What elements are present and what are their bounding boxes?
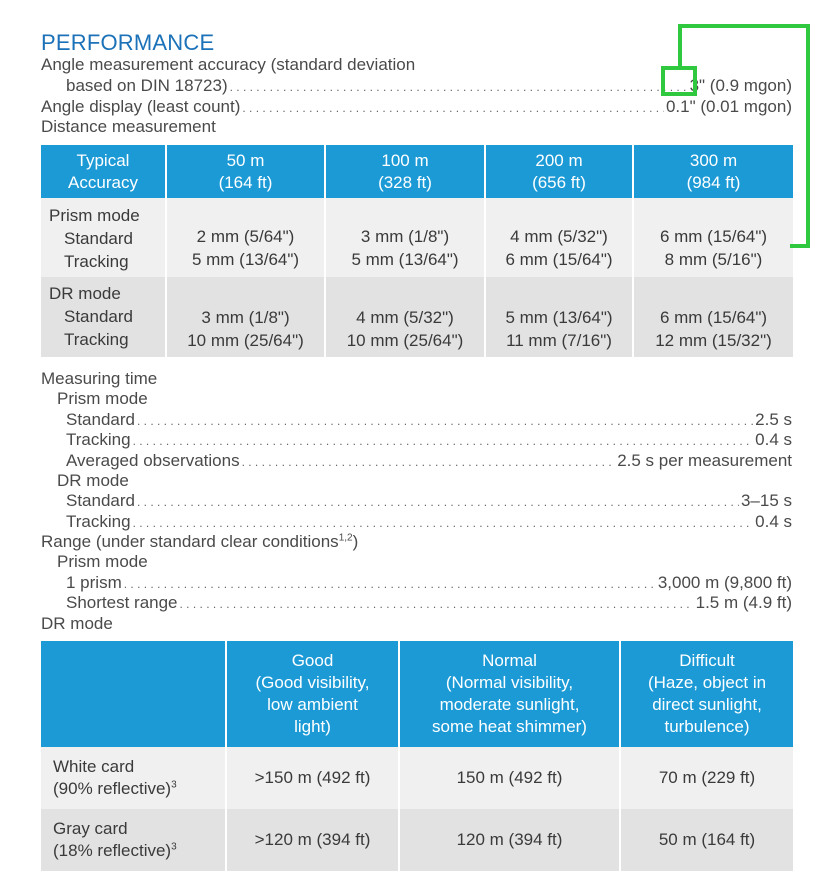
footnote-ref: 3: [171, 841, 177, 853]
accuracy-header-cell: 200 m (656 ft): [485, 145, 633, 198]
mode-cell: DR mode Standard Tracking: [41, 277, 166, 357]
angle-display-label: Angle display (least count): [41, 97, 241, 116]
range-dr-heading: DR mode: [41, 614, 113, 633]
table-row: [41, 198, 793, 277]
leader-dots: [137, 410, 753, 431]
highlight-connector: [806, 24, 810, 248]
angle-display-row: [41, 97, 792, 118]
range-table: [41, 641, 793, 871]
row-label: Averaged observations: [66, 451, 240, 470]
leader-dots: [137, 491, 739, 512]
row-value: 3,000 m (9,800 ft): [657, 573, 792, 592]
distance-heading: Distance measurement: [41, 117, 216, 136]
measuring-time-heading: Measuring time: [41, 369, 158, 388]
mt-prism-standard-row: [66, 410, 792, 431]
table-cell: 120 m (394 ft): [399, 809, 620, 871]
row-label: Standard: [66, 410, 135, 429]
table-cell: 6 mm (15/64") 12 mm (15/32"): [633, 277, 793, 357]
highlight-connector: [678, 24, 682, 68]
accuracy-header-cell: 100 m (328 ft): [325, 145, 485, 198]
range-prism-heading: Prism mode: [57, 552, 148, 571]
row-label: Tracking: [66, 430, 131, 449]
table-cell: >120 m (394 ft): [226, 809, 399, 871]
range-header-row: [41, 641, 793, 747]
footnote-ref: 3: [171, 779, 177, 791]
range-header-cell: Good (Good visibility, low ambient light): [226, 641, 399, 747]
accuracy-header-cell: 300 m (984 ft): [633, 145, 793, 198]
row-label: Standard: [66, 491, 135, 510]
range-header-cell: Difficult (Haze, object in direct sunlight, turbulence): [620, 641, 793, 747]
mt-dr-standard-row: [66, 491, 792, 512]
angle-accuracy-mgon: (0.9 mgon): [705, 76, 792, 95]
table-cell: 70 m (229 ft): [620, 747, 793, 809]
table-cell: 3 mm (1/8") 5 mm (13/64"): [325, 198, 485, 277]
row-label: 1 prism: [66, 573, 122, 592]
highlight-box: [661, 66, 697, 96]
row-value: 0.4 s: [755, 512, 792, 531]
range-header-cell: Normal (Normal visibility, moderate sunlight, some heat shimmer): [399, 641, 620, 747]
row-value: 3–15 s: [740, 491, 792, 510]
leader-dots: [180, 593, 694, 614]
accuracy-header-row: [41, 145, 793, 198]
table-row: [41, 747, 793, 809]
mt-prism-heading: Prism mode: [57, 389, 148, 408]
section-title: PERFORMANCE: [41, 30, 215, 55]
table-cell: 50 m (164 ft): [620, 809, 793, 871]
leader-dots: [133, 512, 754, 533]
highlight-connector: [678, 24, 810, 28]
footnote-ref: 1,2: [338, 532, 353, 544]
table-cell: 5 mm (13/64") 11 mm (7/16"): [485, 277, 633, 357]
table-cell: 4 mm (5/32") 6 mm (15/64"): [485, 198, 633, 277]
table-cell: 6 mm (15/64") 8 mm (5/16"): [633, 198, 793, 277]
accuracy-table: [41, 145, 793, 357]
row-label-cell: Gray card (18% reflective)$^3$: [41, 809, 226, 871]
angle-accuracy-line1: Angle measurement accuracy (standard deviation: [41, 55, 416, 74]
highlight-connector: [790, 244, 810, 248]
row-value: 0.4 s: [755, 430, 792, 449]
row-label-cell: White card (90% reflective)$^3$: [41, 747, 226, 809]
row-value: 2.5 s: [755, 410, 792, 429]
table-cell: 2 mm (5/64") 5 mm (13/64"): [166, 198, 325, 277]
accuracy-header-cell: Typical Accuracy: [41, 145, 166, 198]
mode-cell: Prism mode Standard Tracking: [41, 198, 166, 277]
angle-accuracy-label: based on DIN 18723): [66, 76, 228, 95]
mt-dr-tracking-row: [66, 512, 792, 533]
leader-dots: [230, 76, 688, 97]
mt-dr-heading: DR mode: [57, 471, 129, 490]
leader-dots: [242, 451, 616, 472]
range-shortest-row: [66, 593, 792, 614]
angle-accuracy-arcsec: 3": [689, 76, 706, 95]
table-row: [41, 809, 793, 871]
range-heading: Range (under standard clear conditions$^{1,2}$): [41, 532, 359, 551]
row-value: 2.5 s per measurement: [617, 451, 792, 470]
row-label: Shortest range: [66, 593, 178, 612]
row-label: Tracking: [66, 512, 131, 531]
accuracy-header-cell: 50 m (164 ft): [166, 145, 325, 198]
table-cell: 3 mm (1/8") 10 mm (25/64"): [166, 277, 325, 357]
row-value: 1.5 m (4.9 ft): [695, 593, 792, 612]
range-one-prism-row: [66, 573, 792, 594]
leader-dots: [133, 430, 754, 451]
table-cell: 4 mm (5/32") 10 mm (25/64"): [325, 277, 485, 357]
table-cell: >150 m (492 ft): [226, 747, 399, 809]
range-header-cell: [41, 641, 226, 747]
angle-display-value: 0.1" (0.01 mgon): [665, 97, 792, 116]
table-row: [41, 277, 793, 357]
angle-accuracy-value: [690, 76, 792, 96]
leader-dots: [242, 97, 664, 118]
mt-averaged-row: [66, 451, 792, 472]
mt-prism-tracking-row: [66, 430, 792, 451]
table-cell: 150 m (492 ft): [399, 747, 620, 809]
leader-dots: [124, 573, 656, 594]
